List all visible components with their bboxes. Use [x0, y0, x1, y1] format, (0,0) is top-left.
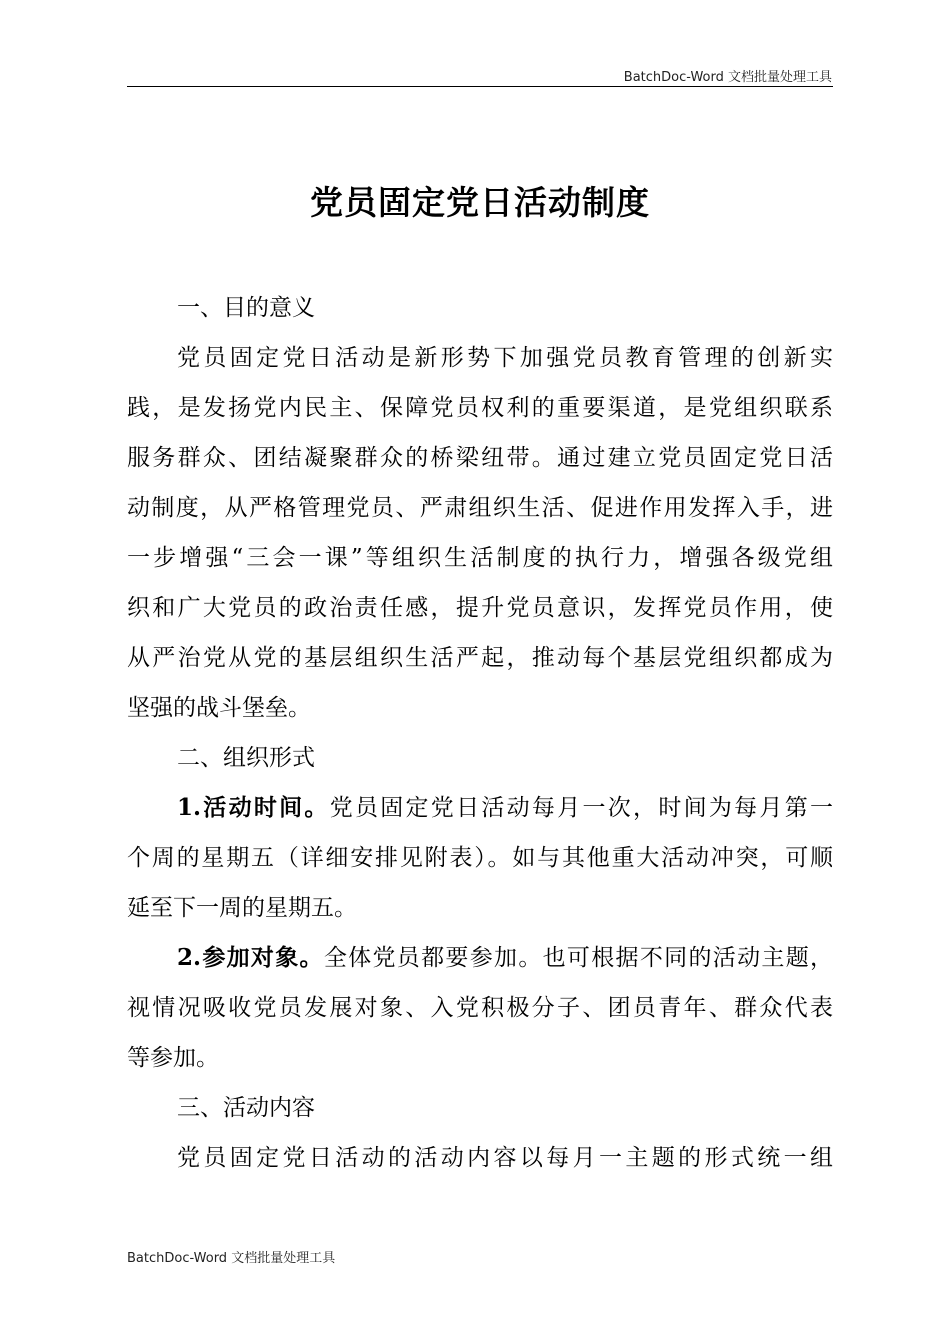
section-heading-purpose: 一、目的意义: [177, 295, 315, 321]
paragraph-line: 践，是发扬党内民主、保障党员权利的重要渠道，是党组织联系: [127, 395, 833, 421]
paragraph-line: 一步增强“三会一课”等组织生活制度的执行力，增强各级党组: [127, 545, 833, 571]
paragraph-line: 坚强的战斗堡垒。: [127, 695, 311, 721]
paragraph-line: 延至下一周的星期五。: [127, 895, 357, 921]
item-lead: 1.活动时间。: [177, 794, 330, 821]
item-lead: 2.参加对象。: [177, 944, 324, 971]
section-heading-organization: 二、组织形式: [177, 745, 315, 771]
document-title: 党员固定党日活动制度: [310, 183, 650, 222]
list-item-participants: [127, 933, 833, 983]
paragraph-line: 从严治党从党的基层组织生活严起，推动每个基层党组织都成为: [127, 645, 833, 671]
paragraph-line: 服务群众、团结凝聚群众的桥梁纽带。通过建立党员固定党日活: [127, 445, 833, 471]
section-heading-content: 三、活动内容: [177, 1095, 315, 1121]
item-text: 党员固定党日活动每月一次，时间为每月第一: [329, 795, 833, 821]
item-text: 全体党员都要参加。也可根据不同的活动主题，: [323, 945, 834, 971]
paragraph-line: 织和广大党员的政治责任感，提升党员意识，发挥党员作用，使: [127, 595, 833, 621]
header-divider: [127, 86, 833, 87]
paragraph-line: 等参加。: [127, 1045, 219, 1071]
page-footer: BatchDoc-Word 文档批量处理工具: [127, 1251, 336, 1266]
paragraph-line: 党员固定党日活动的活动内容以每月一主题的形式统一组: [177, 1145, 833, 1171]
page-header: BatchDoc-Word 文档批量处理工具: [623, 70, 832, 85]
paragraph-line: 动制度，从严格管理党员、严肃组织生活、促进作用发挥入手，进: [127, 495, 833, 521]
list-item-activity-time: [127, 783, 833, 833]
paragraph-line: 视情况吸收党员发展对象、入党积极分子、团员青年、群众代表: [127, 995, 833, 1021]
paragraph-line: 个周的星期五（详细安排见附表）。如与其他重大活动冲突，可顺: [127, 845, 833, 871]
document-body: [127, 283, 833, 1183]
paragraph-line: 党员固定党日活动是新形势下加强党员教育管理的创新实: [177, 345, 833, 371]
